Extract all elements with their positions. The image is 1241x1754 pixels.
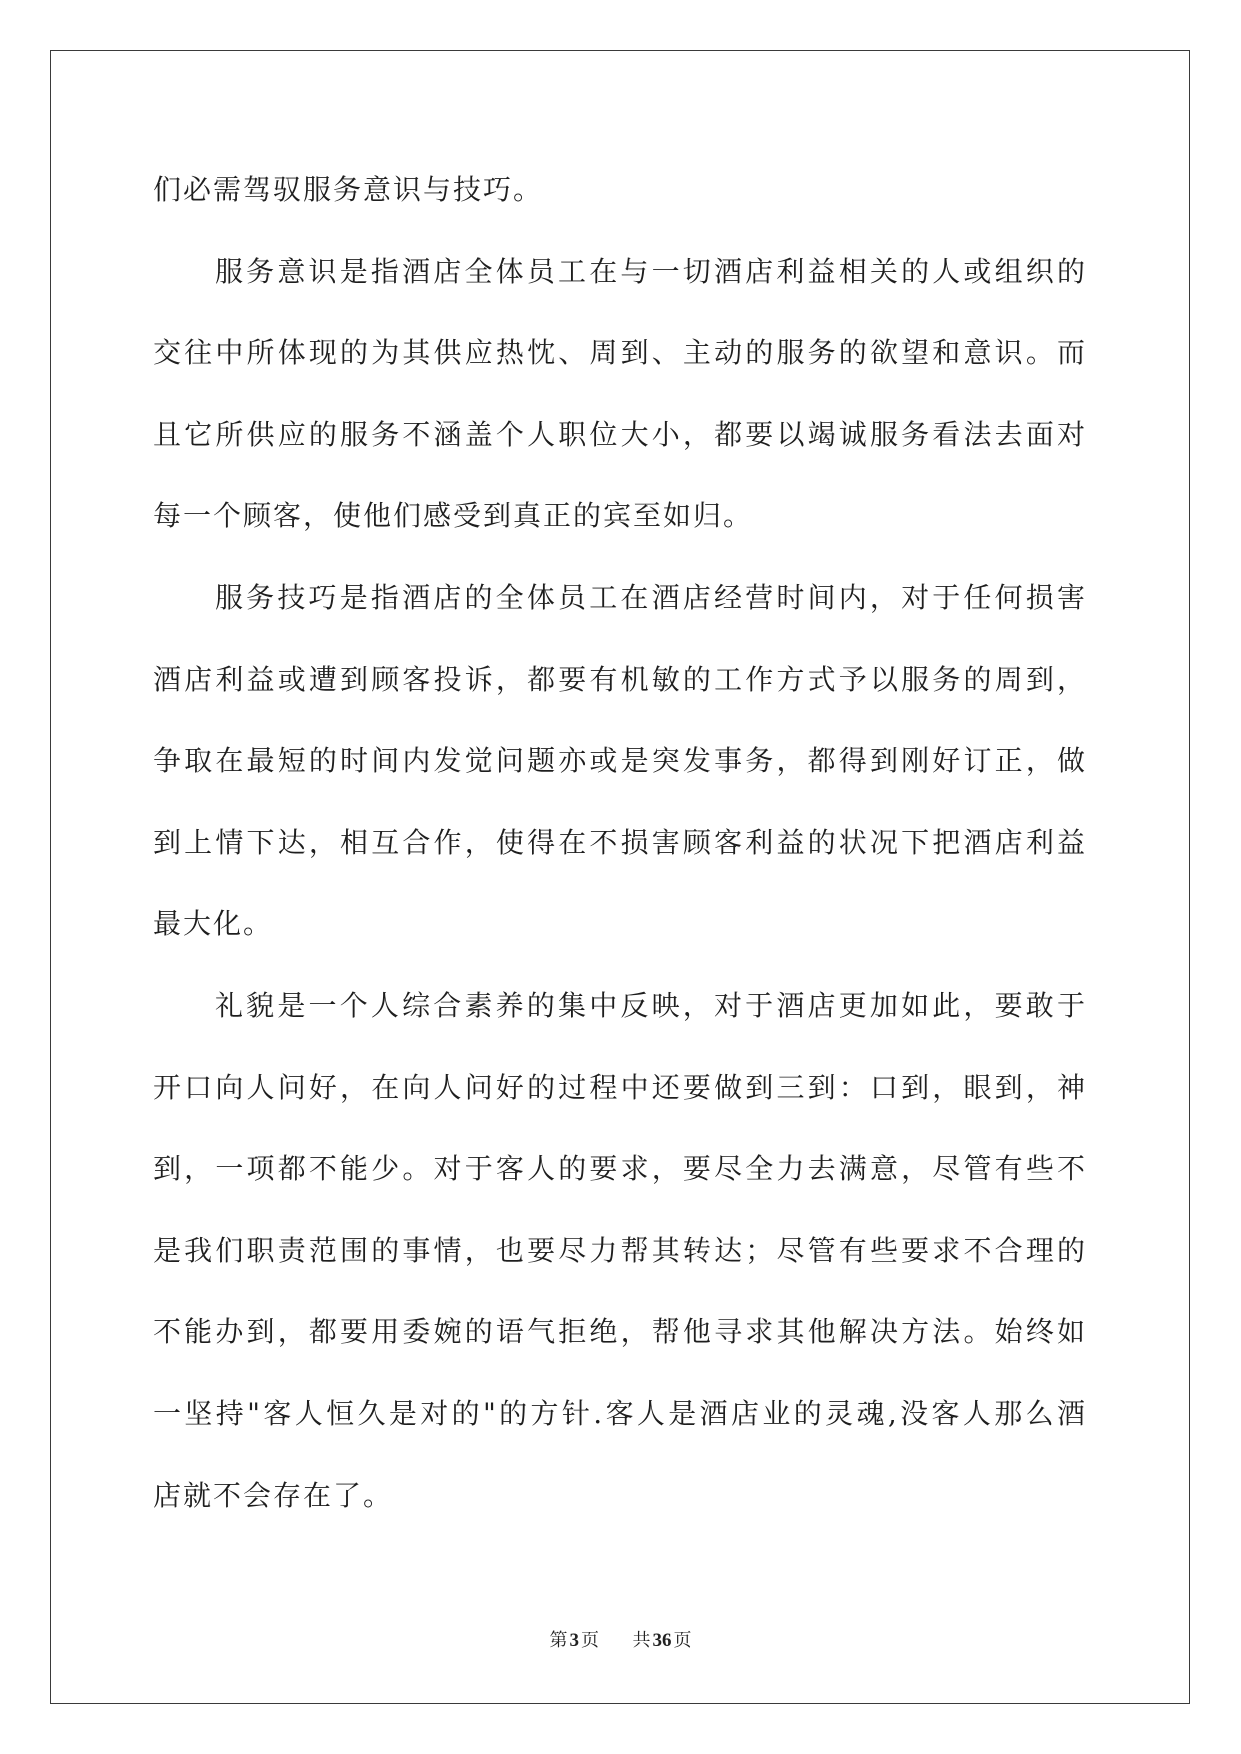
page-suffix: 页 xyxy=(581,1630,600,1651)
text-line: 是我们职责范围的事情，也要尽力帮其转达；尽管有些要求不合理的 xyxy=(153,1233,1087,1267)
text-line: 到上情下达，相互合作，使得在不损害顾客利益的状况下把酒店利益 xyxy=(153,825,1087,859)
text-line: 开口向人问好，在向人问好的过程中还要做到三到：口到，眼到，神 xyxy=(153,1070,1087,1104)
text-line: 店就不会存在了。 xyxy=(153,1478,394,1512)
page-prefix: 第 xyxy=(549,1630,568,1651)
text-line: 最大化。 xyxy=(153,907,274,941)
page-number-label xyxy=(550,1630,600,1651)
paragraph xyxy=(153,231,1087,557)
text-line: 一坚持"客人恒久是对的"的方针.客人是酒店业的灵魂,没客人那么酒 xyxy=(153,1396,1087,1430)
total-pages-label xyxy=(632,1630,691,1651)
document-body xyxy=(153,149,1087,1536)
text-line: 们必需驾驭服务意识与技巧。 xyxy=(153,173,544,206)
text-line: 到，一项都不能少。对于客人的要求，要尽全力去满意，尽管有些不 xyxy=(153,1152,1087,1186)
text-line: 酒店利益或遭到顾客投诉，都要有机敏的工作方式予以服务的周到， xyxy=(153,662,1087,696)
page-footer xyxy=(0,1626,1241,1656)
text-line: 服务意识是指酒店全体员工在与一切酒店利益相关的人或组织的 xyxy=(215,254,1087,288)
text-line: 且它所供应的服务不涵盖个人职位大小，都要以竭诚服务看法去面对 xyxy=(153,417,1087,451)
text-line: 服务技巧是指酒店的全体员工在酒店经营时间内，对于任何损害 xyxy=(215,580,1087,614)
text-line: 交往中所体现的为其供应热忱、周到、主动的服务的欲望和意识。而 xyxy=(153,336,1087,370)
paragraph xyxy=(153,965,1087,1536)
paragraph xyxy=(153,557,1087,965)
text-line: 礼貌是一个人综合素养的集中反映，对于酒店更加如此，要敢于 xyxy=(215,988,1087,1022)
text-line: 争取在最短的时间内发觉问题亦或是突发事务，都得到刚好订正，做 xyxy=(153,744,1087,778)
text-line: 每一个顾客，使他们感受到真正的宾至如归。 xyxy=(153,499,754,533)
paragraph xyxy=(153,149,1087,231)
current-page-number: 3 xyxy=(569,1630,580,1651)
total-suffix: 页 xyxy=(673,1630,692,1651)
total-page-number: 36 xyxy=(652,1630,672,1651)
text-line: 不能办到，都要用委婉的语气拒绝，帮他寻求其他解决方法。始终如 xyxy=(153,1315,1087,1349)
total-prefix: 共 xyxy=(632,1630,651,1651)
